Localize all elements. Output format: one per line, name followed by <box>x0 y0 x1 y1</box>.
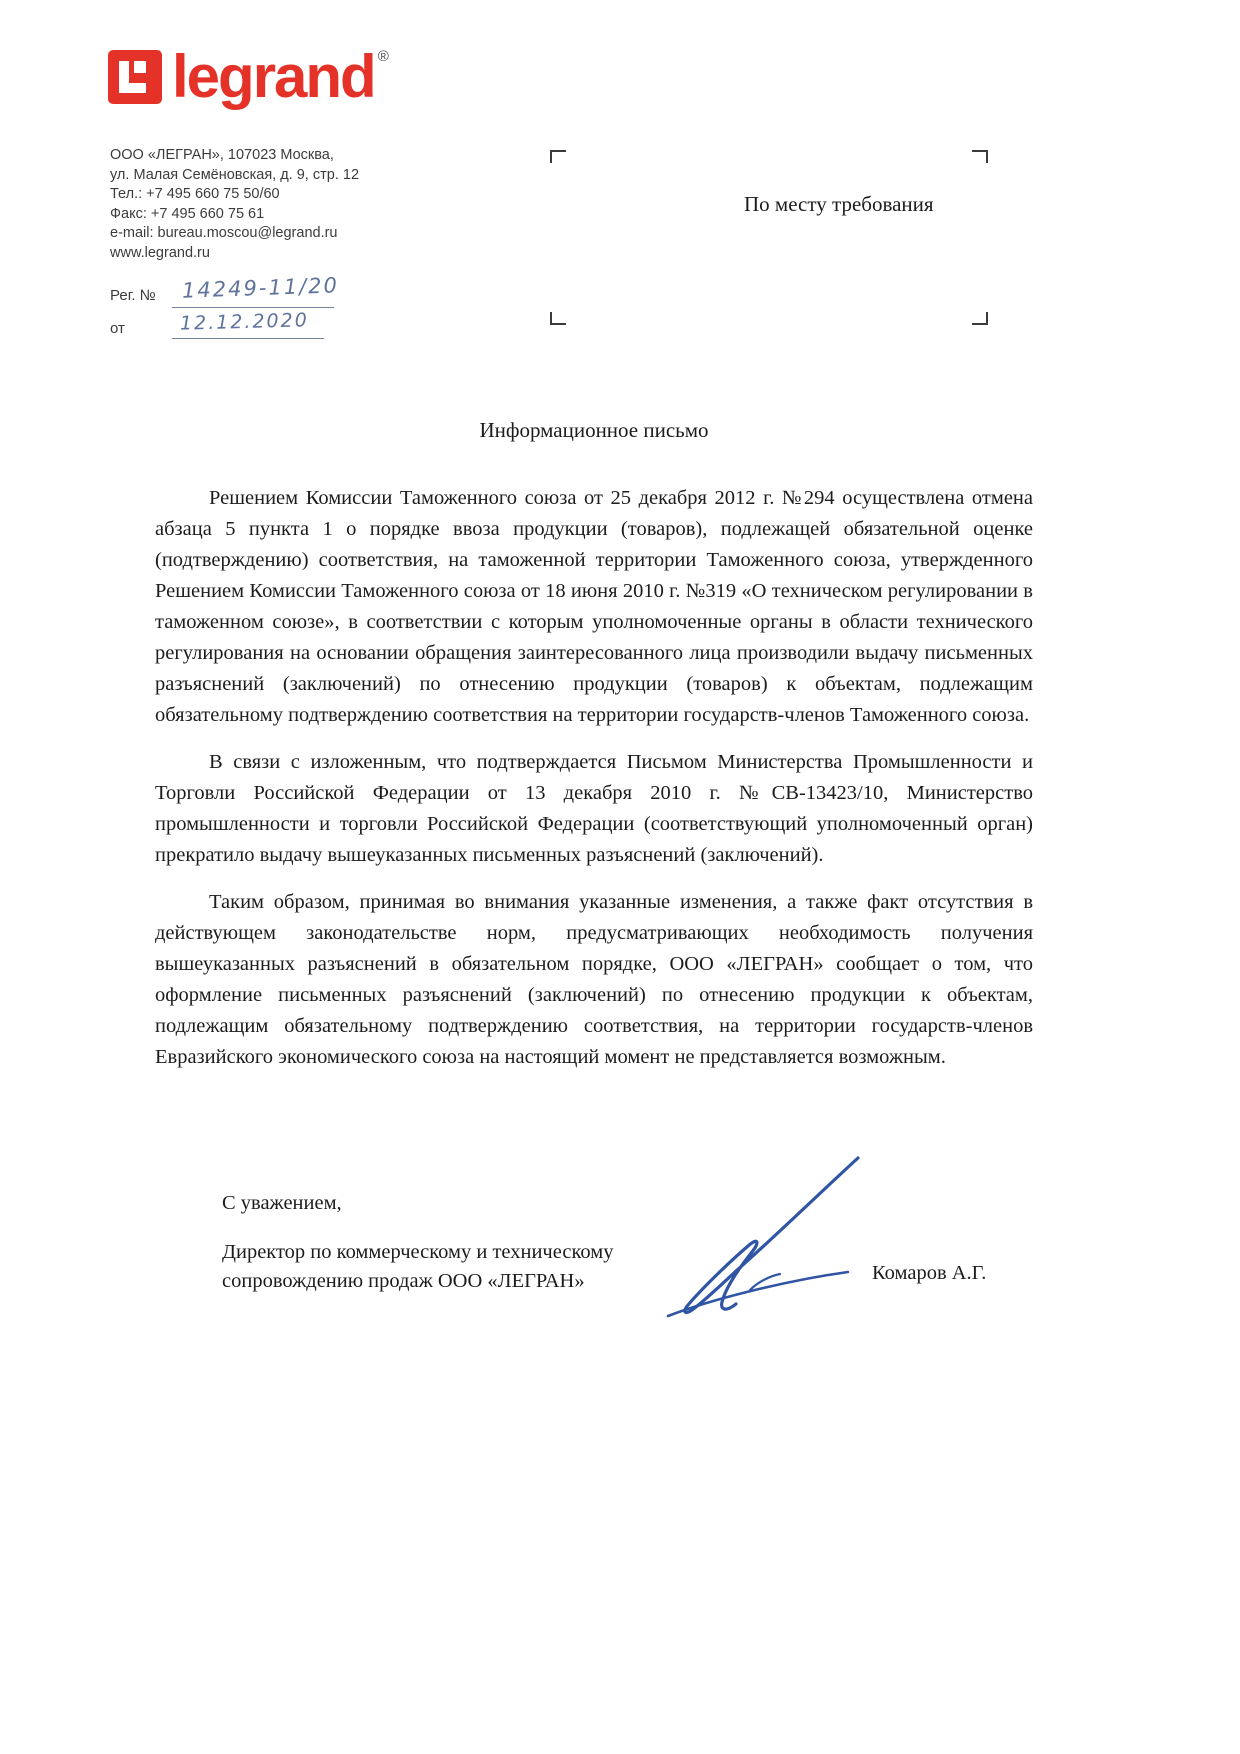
registration-number-handwritten: 14249-11/20 <box>181 273 340 303</box>
sender-contact-block <box>110 146 359 263</box>
sender-email-line: e-mail: bureau.moscou@legrand.ru <box>110 225 338 241</box>
handwritten-signature-graphic <box>630 1140 890 1330</box>
signer-title: Директор по коммерческому и техническому сопровождению продаж ООО «ЛЕГРАН» <box>222 1241 614 1292</box>
letter-body <box>155 418 1033 1089</box>
sender-fax-line: Факс: +7 495 660 75 61 <box>110 205 265 222</box>
legrand-logo-mark-icon <box>108 50 162 104</box>
address-window-corner-bottom-right <box>972 312 988 325</box>
letter-closing: С уважением, <box>222 1192 342 1214</box>
letter-title: Информационное письмо <box>479 418 709 442</box>
registration-number-underline <box>172 307 334 308</box>
sender-phone-line: Тел.: +7 495 660 75 50/60 <box>110 186 280 202</box>
letter-paragraph-1: Решением Комиссии Таможенного союза от 25 декабря 2012 г. №294 осуществлена отмена абзаца 5 пункта 1 о порядке ввоза продукции (товаров), подлежащей обязательной оценке (подтверждению) соответствия, на таможенной территории Таможенного союза, утвержденного Решением Комиссии Таможенного союза от 18 июня 2010 г. №319 «О техническом регулировании в таможенном союзе», в соответствии с которым уполномоченные органы в области технического регулирования на основании обращения заинтересованного лица производили выдачу письменных разъяснений (заключений) по отнесению продукции (товаров) к объектам, подлежащим обязательному подтверждению соответствия на территории государств-членов Таможенного союза. <box>155 487 1033 726</box>
address-window-corner-top-left <box>550 150 566 163</box>
address-window-corner-bottom-left <box>550 312 566 325</box>
registered-trademark-symbol: ® <box>377 48 389 65</box>
address-window-corner-top-right <box>972 150 988 163</box>
registration-date-handwritten: 12.12.2020 <box>179 309 310 335</box>
sender-company-line: ООО «ЛЕГРАН», 107023 Москва, <box>110 147 334 163</box>
sender-website-line: www.legrand.ru <box>110 244 210 261</box>
registration-number-label: Рег. № <box>110 287 156 304</box>
registration-date-underline <box>172 338 324 339</box>
letter-paragraph-2: В связи с изложенным, что подтверждается Письмом Министерства Промышленности и Торговли Российской Федерации от 13 декабря 2010 г. №СВ-13423/10, Министерство промышленности и торговли Российской Федерации (соответствующий уполномоченный орган) прекратило выдачу вышеуказанных письменных разъяснений (заключений). <box>155 751 1033 866</box>
sender-address-line: ул. Малая Семёновская, д. 9, стр. 12 <box>110 166 360 183</box>
recipient-text: По месту требования <box>744 192 934 216</box>
letter-paragraph-3: Таким образом, принимая во внимания указанные изменения, а также факт отсутствия в действующем законодательстве норм, предусматривающих необходимость получения вышеуказанных разъяснений в обязательном порядке, ООО «ЛЕГРАН» сообщает о том, что оформление письменных разъяснений (заключений) по отнесению продукции к объектам, подлежащим обязательному подтверждению соответствия, на территории государств-членов Евразийского экономического союза на настоящий момент не представляется возможным. <box>155 891 1033 1068</box>
registration-date-label: от <box>110 320 125 337</box>
logo-wordmark: legrand <box>172 43 375 110</box>
signer-name: Комаров А.Г. <box>872 1262 987 1284</box>
legrand-logo <box>108 43 389 110</box>
